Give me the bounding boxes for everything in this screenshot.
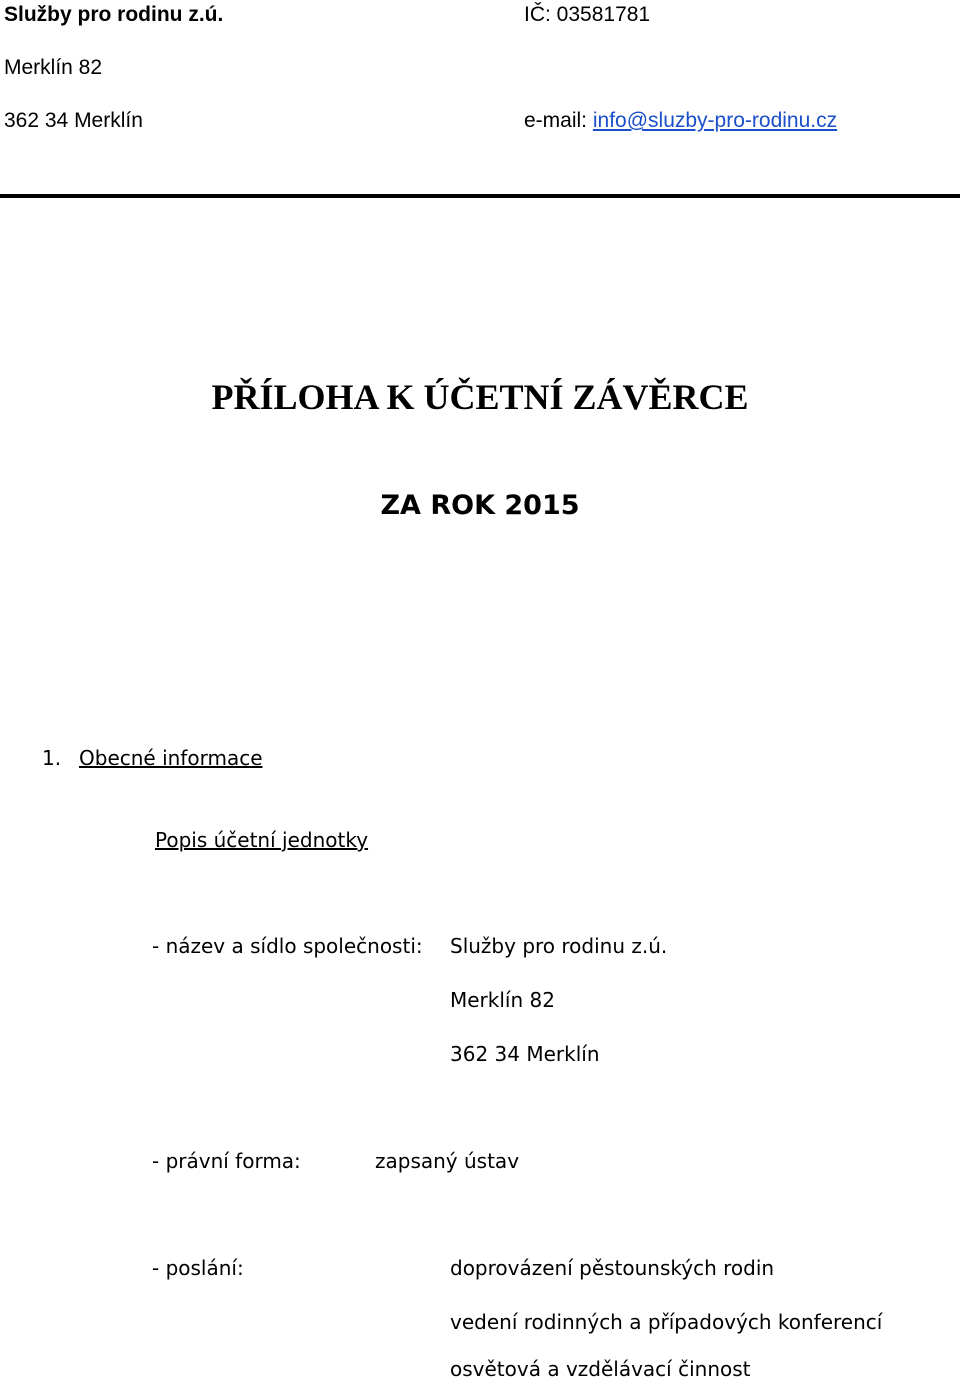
org-name: Služby pro rodinu z.ú. [4,3,224,26]
name-address-label: - název a sídlo společnosti: [152,934,423,958]
header-city: 362 34 Merklín [4,109,143,132]
email-link[interactable]: info@sluzby-pro-rodinu.cz [592,109,838,132]
legal-form-value: zapsaný ústav [375,1149,520,1173]
email-label: e-mail: [524,109,593,132]
mission-item: vedení rodinných a případových konferencí [450,1310,883,1334]
document-title: PŘÍLOHA K ÚČETNÍ ZÁVĚRCE [211,377,749,417]
section-subheading: Popis účetní jednotky [155,828,369,852]
ic-number: IČ: 03581781 [524,3,651,26]
mission-label: - poslání: [152,1256,244,1280]
mission-item: osvětová a vzdělávací činnost [450,1357,751,1381]
street-value: Merklín 82 [450,988,555,1012]
header-street: Merklín 82 [4,56,103,79]
section-number: 1. [42,746,62,770]
name-value: Služby pro rodinu z.ú. [450,934,668,958]
header-divider [0,194,960,198]
document-subtitle: ZA ROK 2015 [380,490,580,521]
mission-item: doprovázení pěstounských rodin [450,1256,775,1280]
legal-form-label: - právní forma: [152,1149,301,1173]
city-value: 362 34 Merklín [450,1042,600,1066]
email-line [524,108,837,134]
section-heading: Obecné informace [79,746,263,770]
